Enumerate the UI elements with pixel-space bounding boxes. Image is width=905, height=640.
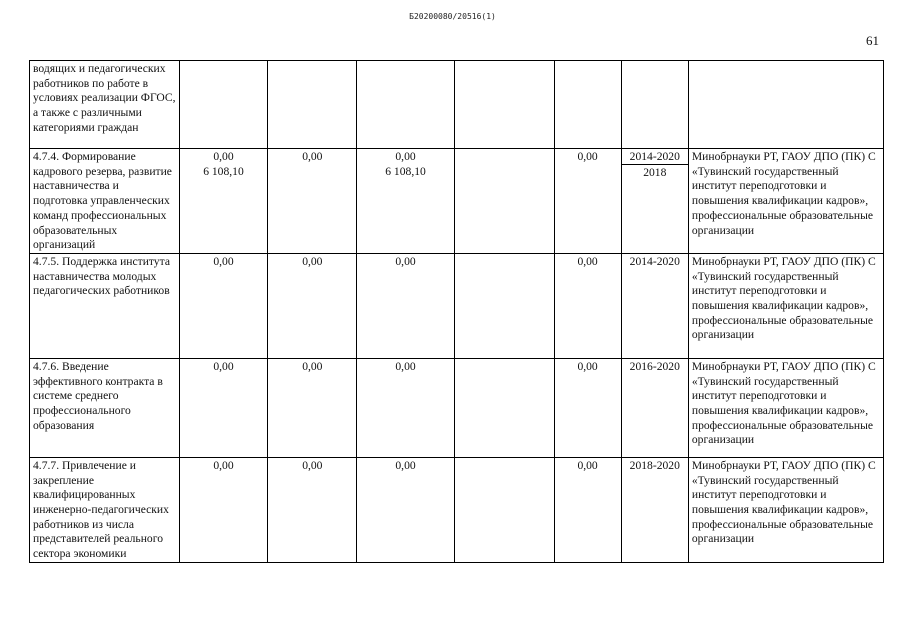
cell-period xyxy=(621,61,688,149)
cell-total xyxy=(179,61,268,149)
document-id: Б20200080/20516(1) xyxy=(409,12,496,21)
period-range: 2014-2020 xyxy=(622,149,688,165)
cell-period: 2018-2020 xyxy=(621,457,688,562)
cell-total: 0,00 xyxy=(179,253,268,358)
activity-name: 4.7.4. Формирование кадрового резерва, развитие наставничества и подготовка управленческих команд профессиональных образовательных организаций xyxy=(30,149,180,254)
cell-extrabudget: 0,00 xyxy=(554,149,621,254)
cell-executors: Минобрнауки РТ, ГАОУ ДПО (ПК) С «Тувинский государственный институт переподготовки и повышения квалификации кадров», профессиональные образовательные организации xyxy=(688,358,883,457)
activity-name: 4.7.6. Введение эффективного контракта в системе среднего профессионального образования xyxy=(30,358,180,457)
table-row xyxy=(30,358,884,457)
cell-municipal xyxy=(454,149,554,254)
cell-municipal xyxy=(454,61,554,149)
cell-regional: 0,00 xyxy=(357,253,455,358)
activity-name: 4.7.5. Поддержка института наставничества молодых педагогических работников xyxy=(30,253,180,358)
cell-regional xyxy=(357,61,455,149)
cell-value: 0,00 xyxy=(395,150,416,163)
cell-executors xyxy=(688,61,883,149)
cell-municipal xyxy=(454,358,554,457)
cell-federal: 0,00 xyxy=(268,253,357,358)
cell-period: 2014-2020 xyxy=(621,253,688,358)
table-row xyxy=(30,61,884,149)
table-row xyxy=(30,149,884,254)
cell-extrabudget: 0,00 xyxy=(554,358,621,457)
cell-regional xyxy=(357,149,455,254)
activity-name: водящих и педагогических работников по работе в условиях реализации ФГОС, а также с различными категориями граждан xyxy=(30,61,180,149)
activity-name: 4.7.7. Привлечение и закрепление квалифицированных инженерно-педагогических работников из числа представителей реального сектора экономики xyxy=(30,457,180,562)
cell-federal: 0,00 xyxy=(268,457,357,562)
cell-federal: 0,00 xyxy=(268,358,357,457)
cell-regional: 0,00 xyxy=(357,457,455,562)
cell-regional: 0,00 xyxy=(357,358,455,457)
cell-extrabudget: 0,00 xyxy=(554,253,621,358)
program-activities-table xyxy=(29,60,884,563)
table-row xyxy=(30,253,884,358)
cell-federal: 0,00 xyxy=(268,149,357,254)
cell-total xyxy=(179,149,268,254)
cell-value: 0,00 xyxy=(213,150,234,163)
cell-executors: Минобрнауки РТ, ГАОУ ДПО (ПК) С «Тувинский государственный институт переподготовки и повышения квалификации кадров», профессиональные образовательные организации xyxy=(688,149,883,254)
cell-total: 0,00 xyxy=(179,457,268,562)
cell-extrabudget: 0,00 xyxy=(554,457,621,562)
cell-municipal xyxy=(454,457,554,562)
cell-executors: Минобрнауки РТ, ГАОУ ДПО (ПК) С «Тувинский государственный институт переподготовки и повышения квалификации кадров», профессиональные образовательные организации xyxy=(688,253,883,358)
cell-federal xyxy=(268,61,357,149)
cell-executors: Минобрнауки РТ, ГАОУ ДПО (ПК) С «Тувинский государственный институт переподготовки и повышения квалификации кадров», профессиональные образовательные организации xyxy=(688,457,883,562)
cell-municipal xyxy=(454,253,554,358)
cell-extrabudget xyxy=(554,61,621,149)
period-year: 2018 xyxy=(643,166,667,179)
cell-value-2018: 6 108,10 xyxy=(385,165,426,178)
cell-period: 2016-2020 xyxy=(621,358,688,457)
table-row xyxy=(30,457,884,562)
cell-value-2018: 6 108,10 xyxy=(203,165,244,178)
cell-period xyxy=(621,149,688,254)
cell-total: 0,00 xyxy=(179,358,268,457)
page-number: 61 xyxy=(866,33,879,48)
